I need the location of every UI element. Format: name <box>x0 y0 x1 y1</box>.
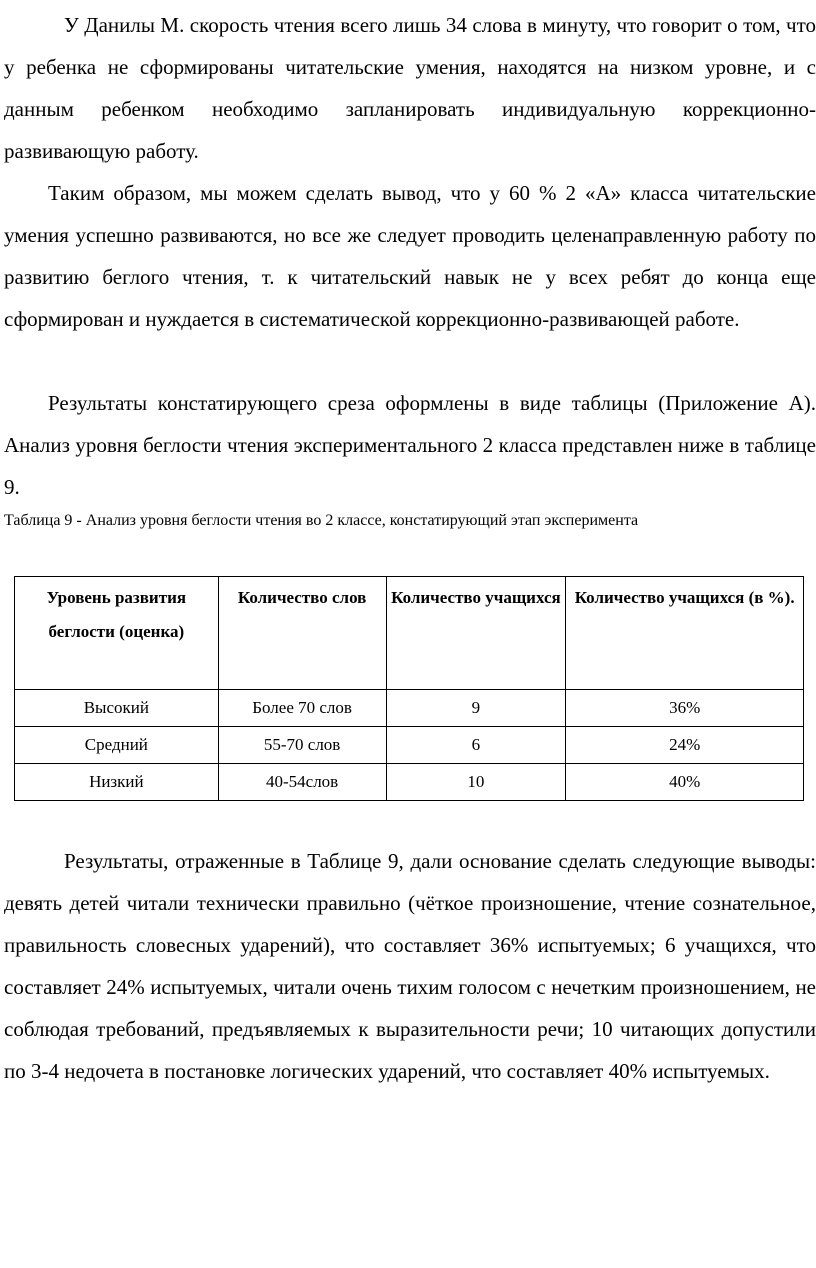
table-row <box>15 764 804 801</box>
cell-percent: 36% <box>566 690 804 727</box>
cell-percent: 24% <box>566 727 804 764</box>
reading-fluency-table <box>14 576 804 801</box>
paragraph-findings: Результаты, отраженные в Таблице 9, дали основание сделать следующие выводы: девять детей читали технически правильно (чёткое произношение, чтение сознательное, правильность словесных ударений), что составляет 36% испытуемых; 6 учащихся, что составляет 24% испытуемых, читали очень тихим голосом с нечетким произношением, не соблюдая требований, предъявляемых к выразительности речи; 10 читающих допустили по 3-4 недочета в постановке логических ударений, что составляет 40% испытуемых. <box>4 849 816 1083</box>
header-word-count: Количество слов <box>218 577 386 690</box>
header-student-percent: Количество учащихся (в %). <box>566 577 804 690</box>
cell-level: Средний <box>15 727 219 764</box>
table-row <box>15 727 804 764</box>
table-header-row <box>15 577 804 690</box>
cell-students: 6 <box>386 727 566 764</box>
cell-words: 40-54слов <box>218 764 386 801</box>
cell-level: Высокий <box>15 690 219 727</box>
cell-words: Более 70 слов <box>218 690 386 727</box>
cell-students: 9 <box>386 690 566 727</box>
paragraph-conclusion: Таким образом, мы можем сделать вывод, что у 60 % 2 «А» класса читательские умения успешно развиваются, но все же следует проводить целенаправленную работу по развитию беглого чтения, т. к читательский навык не у всех ребят до конца еще сформирован и нуждается в систематической коррекционно-развивающей работе. <box>4 181 816 331</box>
header-student-count: Количество учащихся <box>386 577 566 690</box>
cell-percent: 40% <box>566 764 804 801</box>
paragraph-results-intro: Результаты констатирующего среза оформлены в виде таблицы (Приложение А). Анализ уровня беглости чтения экспериментального 2 класса представлен ниже в таблице 9. <box>4 391 816 499</box>
cell-level: Низкий <box>15 764 219 801</box>
paragraph-danila: У Данилы М. скорость чтения всего лишь 34 слова в минуту, что говорит о том, что у ребенка не сформированы читательские умения, находятся на низком уровне, и с данным ребенком необходимо запланировать индивидуальную коррекционно-развивающую работу. <box>4 13 816 163</box>
table-caption: Таблица 9 - Анализ уровня беглости чтения во 2 классе, констатирующий этап эксперимента <box>4 512 639 529</box>
table-row <box>15 690 804 727</box>
cell-words: 55-70 слов <box>218 727 386 764</box>
header-fluency-level: Уровень развития беглости (оценка) <box>15 577 219 690</box>
cell-students: 10 <box>386 764 566 801</box>
